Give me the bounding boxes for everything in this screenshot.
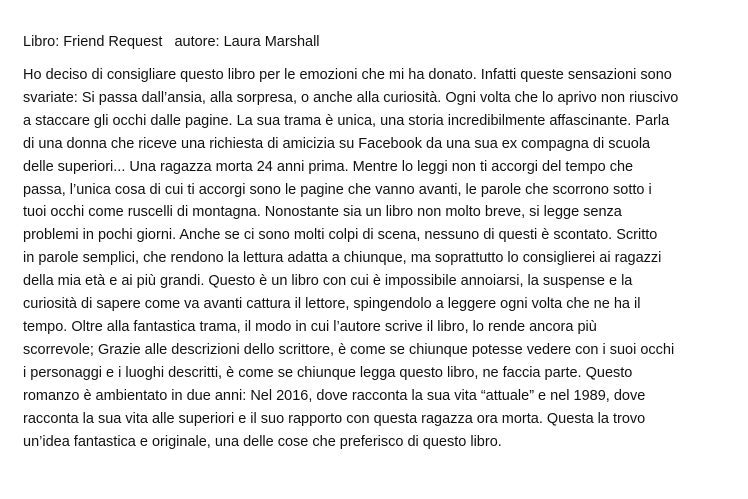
document-page (23, 32, 735, 453)
review-line: tempo. Oltre alla fantastica trama, il modo in cui l’autore scrive il libro, lo rende ancora più (23, 318, 597, 335)
review-line: problemi in pochi giorni. Anche se ci sono molti colpi di scena, nessuno di questi è scontato. Scritto (23, 227, 658, 244)
review-line: della mia età e ai più grandi. Questo è un libro con cui è impossibile annoiarsi, la suspense e la (23, 273, 633, 290)
review-line: i personaggi e i luoghi descritti, è come se chiunque legga questo libro, ne faccia parte. Questo (23, 364, 633, 381)
review-line: delle superiori... Una ragazza morta 24 anni prima. Mentre lo leggi non ti accorgi del tempo che (23, 158, 634, 175)
review-line: un’idea fantastica e originale, una delle cose che preferisco di questo libro. (23, 433, 502, 450)
book-author: autore: Laura Marshall (174, 34, 320, 50)
review-line: curiosità di sapere come va avanti cattura il lettore, spingendolo a leggere ogni volta che ne ha il (23, 296, 641, 313)
review-line: di una donna che riceve una richiesta di amicizia su Facebook da una sua ex compagna di scuola (23, 135, 651, 152)
review-line: scorrevole; Grazie alle descrizioni dello scrittore, è come se chiunque potesse vedere con i suoi occhi (23, 341, 675, 358)
review-paragraph (23, 64, 735, 453)
review-line: racconta la sua vita alle superiori e il suo rapporto con questa ragazza ora morta. Questa la trovo (23, 410, 646, 427)
document-header (23, 32, 735, 52)
review-line: a staccare gli occhi dalle pagine. La sua trama è unica, una storia incredibilmente affascinante. Parla (23, 112, 670, 129)
review-line: tuoi occhi come ruscelli di montagna. Nonostante sia un libro non molto breve, si legge senza (23, 204, 622, 221)
review-line: Ho deciso di consigliare questo libro per le emozioni che mi ha donato. Infatti queste sensazioni sono (23, 67, 672, 83)
review-line: romanzo è ambientato in due anni: Nel 2016, dove racconta la sua vita “attuale” e nel 1989, dove (23, 387, 646, 404)
review-line: svariate: Si passa dall’ansia, alla sorpresa, o anche alla curiosità. Ogni volta che lo aprivo non riuscivo (23, 89, 679, 106)
review-line: passa, l’unica cosa di cui ti accorgi sono le pagine che vanno avanti, le parole che scorrono sotto i (23, 181, 652, 198)
review-line: in parole semplici, che rendono la lettura adatta a chiunque, ma soprattutto lo consiglierei ai ragazzi (23, 250, 662, 267)
book-title: Libro: Friend Request (23, 34, 163, 50)
